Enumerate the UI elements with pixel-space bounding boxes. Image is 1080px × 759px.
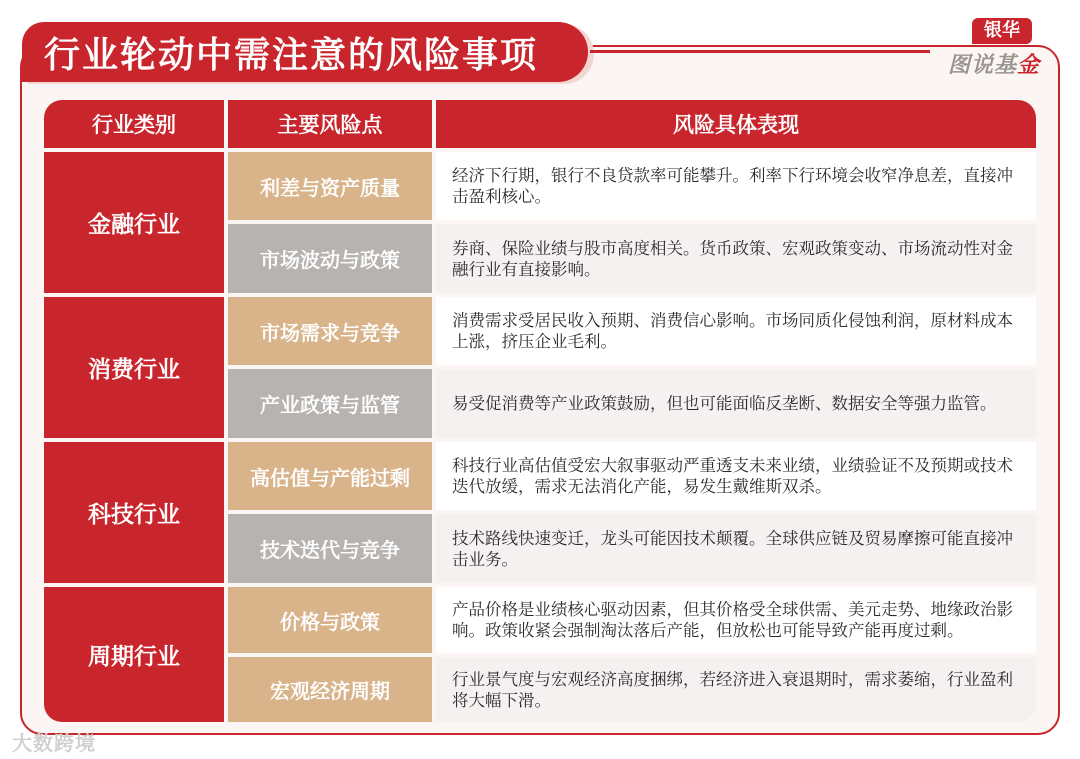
risk-cell: 市场需求与竞争 <box>228 297 432 365</box>
description-text: 技术路线快速变迁，龙头可能因技术颠覆。全球供应链及贸易摩擦可能直接冲击业务。 <box>452 528 1013 569</box>
risk-cell: 利差与资产质量 <box>228 152 432 220</box>
description-cell <box>436 657 1036 722</box>
logo-text <box>948 48 1060 78</box>
description-text: 经济下行期，银行不良贷款率可能攀升。利率下行环境会收窄净息差，直接冲击盈利核心。 <box>452 166 1013 206</box>
description-cell <box>436 224 1036 293</box>
page-title: 行业轮动中需注意的风险事项 <box>44 34 539 76</box>
risk-cell: 市场波动与政策 <box>228 224 432 293</box>
header-category: 行业类别 <box>44 100 224 148</box>
header-risk: 主要风险点 <box>228 100 432 148</box>
risk-cell: 技术迭代与竞争 <box>228 514 432 583</box>
title-banner <box>22 22 588 82</box>
risk-table <box>44 100 1036 722</box>
risk-cell: 宏观经济周期 <box>228 657 432 722</box>
risk-cell: 高估值与产能过剩 <box>228 442 432 510</box>
description-cell <box>436 442 1036 510</box>
description-text: 券商、保险业绩与股市高度相关。货币政策、宏观政策变动、市场流动性对金融行业有直接影响。 <box>452 238 1013 279</box>
description-cell <box>436 369 1036 438</box>
description-text: 消费需求受居民收入预期、消费信心影响。市场同质化侵蚀利润，原材料成本上涨，挤压企业毛利。 <box>452 311 1013 351</box>
category-cell: 周期行业 <box>44 587 224 722</box>
category-cell: 科技行业 <box>44 442 224 583</box>
risk-cell: 价格与政策 <box>228 587 432 653</box>
description-text: 易受促消费等产业政策鼓励，但也可能面临反垄断、数据安全等强力监管。 <box>452 394 997 413</box>
category-cell: 金融行业 <box>44 152 224 293</box>
description-cell <box>436 152 1036 220</box>
brand-logo <box>944 18 1062 80</box>
logo-badge: 银华 <box>972 18 1032 44</box>
title-divider <box>590 50 930 53</box>
description-text: 科技行业高估值受宏大叙事驱动严重透支未来业绩，业绩验证不及预期或技术迭代放缓，需求无法消化产能，易发生戴维斯双杀。 <box>452 456 1013 496</box>
description-cell <box>436 297 1036 365</box>
description-text: 产品价格是业绩核心驱动因素，但其价格受全球供需、美元走势、地缘政治影响。政策收紧会强制淘汰落后产能，但放松也可能导致产能再度过剩。 <box>452 600 1013 640</box>
header-description: 风险具体表现 <box>436 100 1036 148</box>
logo-text-main: 图说基 <box>948 53 1018 78</box>
description-cell <box>436 514 1036 583</box>
description-text: 行业景气度与宏观经济高度捆绑，若经济进入衰退期时，需求萎缩，行业盈利将大幅下滑。 <box>452 669 1013 710</box>
logo-text-accent: 金 <box>1017 53 1041 78</box>
risk-cell: 产业政策与监管 <box>228 369 432 438</box>
category-cell: 消费行业 <box>44 297 224 438</box>
watermark: 大数跨境 <box>12 731 96 755</box>
description-cell <box>436 587 1036 653</box>
